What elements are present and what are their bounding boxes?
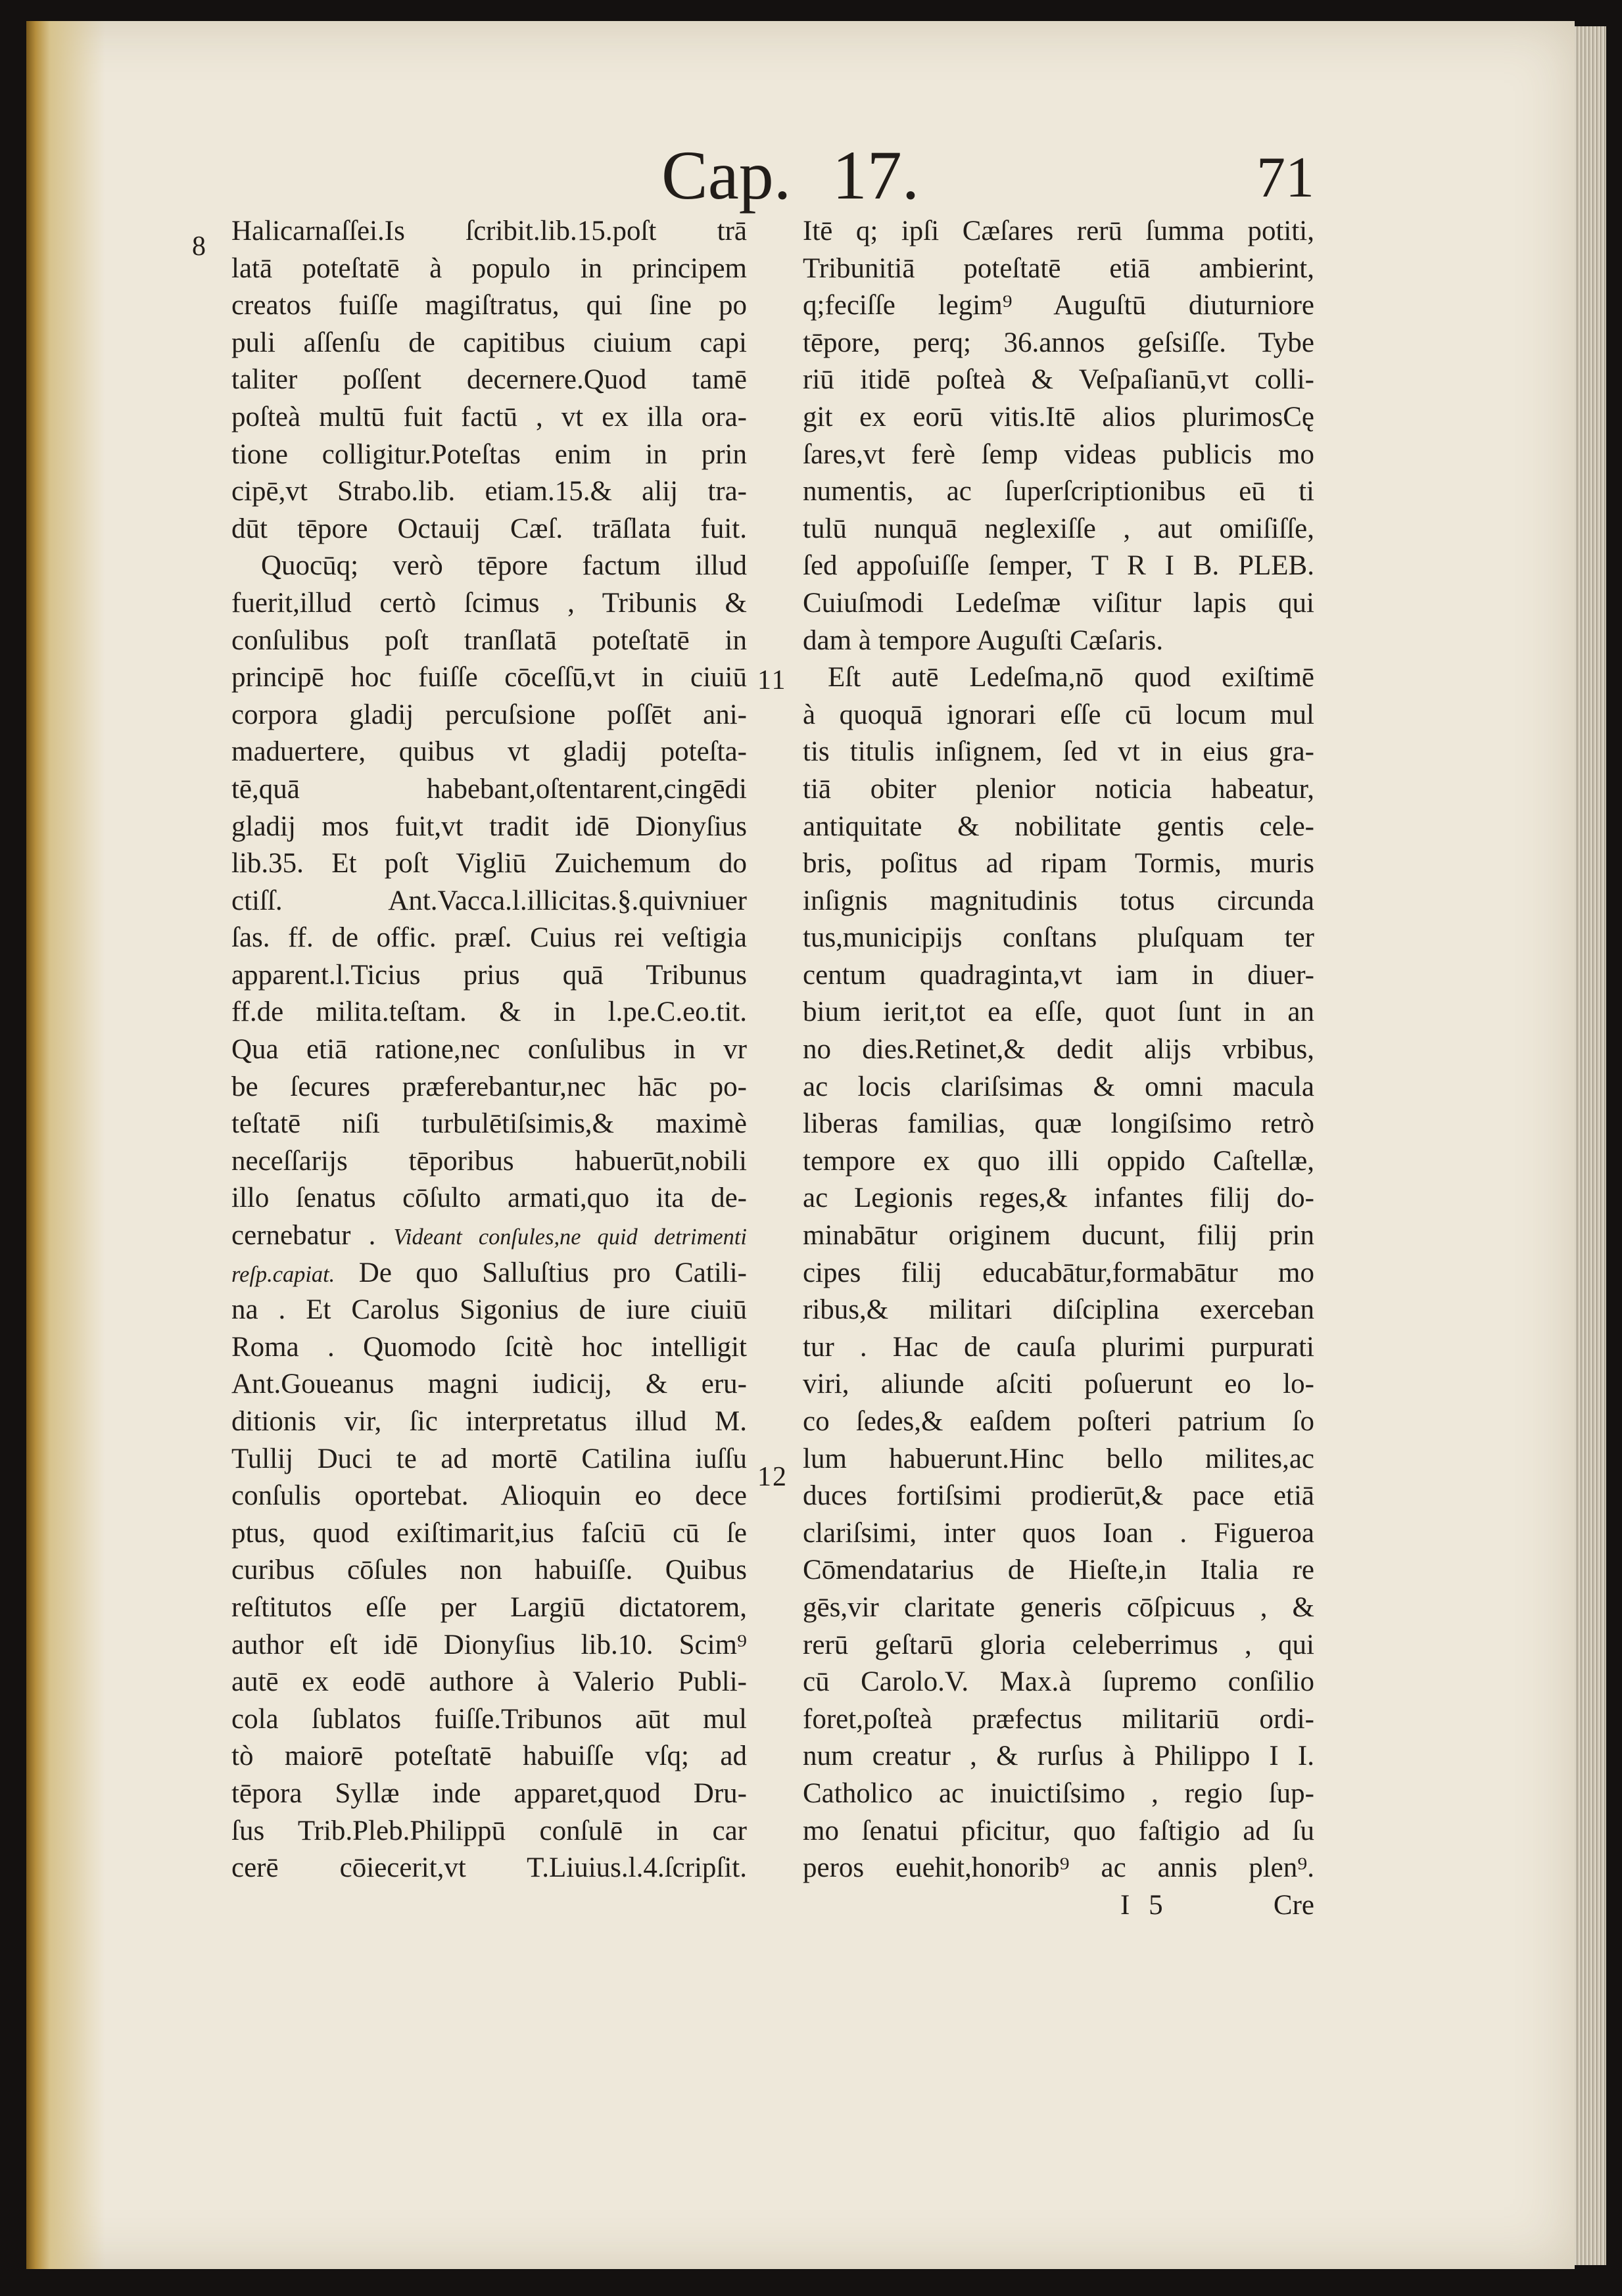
- text-line: illo ſenatus cōſulto armati,quo ita de-: [231, 1183, 747, 1214]
- text-line: ptus, quod exiſtimarit,ius faſciū cū ſe: [231, 1517, 747, 1549]
- page-footer: [803, 1887, 1314, 1925]
- text-line: Catholico ac inuictiſsimo , regio ſup-: [803, 1777, 1314, 1809]
- marginal-note-number: 12: [757, 1462, 788, 1492]
- text-line: author eſt idē Dionyſius lib.10. Scim⁹: [231, 1629, 747, 1660]
- text-line: lum habuerunt.Hinc bello milites,ac: [803, 1443, 1314, 1474]
- text-line: à quoquā ignorari eſſe cū locum mul: [803, 699, 1314, 730]
- text-line: git ex eorū vitis.Itē alios plurimosCę: [803, 401, 1314, 433]
- text-line: viri, aliunde aſciti poſuerunt eo lo-: [803, 1369, 1314, 1400]
- text-line: clariſsimi, inter quos Ioan . Figueroa: [803, 1517, 1314, 1549]
- text-line: cū Carolo.V. Max.à ſupremo conſilio: [803, 1666, 1314, 1698]
- text-line: ac locis clariſsimas & omni macula: [803, 1071, 1314, 1102]
- text-line: lib.35. Et poſt Vigliū Zuichemum do: [231, 848, 747, 879]
- page-fore-edge: [1575, 26, 1606, 2265]
- text-line: tus,municipijs conſtans pluſquam ter: [803, 922, 1314, 954]
- text-line: Roma . Quomodo ſcitè hoc intelligit: [231, 1331, 747, 1363]
- text-line: Cōmendatarius de Hieſte,in Italia re: [803, 1555, 1314, 1586]
- text-line: ſus Trib.Pleb.Philippū conſulē in car: [231, 1815, 747, 1846]
- text-line: gladij mos fuit,vt tradit idē Dionyſius: [231, 810, 747, 842]
- text-line: na . Et Carolus Sigonius de iure ciuiū: [231, 1294, 747, 1326]
- text-line: apparent.l.Ticius prius quā Tribunus: [231, 959, 747, 991]
- text-line: cipē,vt Strabo.lib. etiam.15.& alij tra-: [231, 476, 747, 507]
- text-line: Tribunitiā poteſtatē etiā ambierint,: [803, 252, 1314, 284]
- text-line: tis titulis inſignem, ſed vt in eius gra-: [803, 736, 1314, 768]
- text-line: [231, 1255, 747, 1292]
- text-line: inſignis magnitudinis totus circunda: [803, 885, 1314, 916]
- text-line: autē ex eodē authore à Valerio Publi-: [231, 1666, 747, 1698]
- text-line: tē,quā habebant,oſtentarent,cingēdi: [231, 773, 747, 805]
- text-line: tione colligitur.Poteſtas enim in prin: [231, 438, 747, 470]
- text-line: Quocūq; verò tēpore factum illud: [261, 550, 747, 582]
- text-line: dam à tempore Auguſti Cæſaris.: [803, 624, 1164, 656]
- text-line: cerē cōiecerit,vt T.Liuius.l.4.ſcripſit.: [231, 1852, 747, 1884]
- text-line: tēpora Syllæ inde apparet,quod Dru-: [231, 1777, 747, 1809]
- text-line: taliter poſſent decernere.Quod tamē: [231, 364, 747, 396]
- text-line: creatos fuiſſe magiſtratus, qui ſine po: [231, 290, 747, 321]
- text-line: bium ierit,tot ea eſſe, quot ſunt in an: [803, 996, 1314, 1028]
- text-line: co ſedes,& eaſdem poſteri patrium ſo: [803, 1406, 1314, 1437]
- text-line: ac Legionis reges,& infantes filij do-: [803, 1183, 1314, 1214]
- text-line: maduertere, quibus vt gladij poteſta-: [231, 736, 747, 768]
- text-line: Cuiuſmodi Ledeſmæ viſitur lapis qui: [803, 587, 1314, 619]
- right-text-column: [803, 213, 1314, 1887]
- text-line: tēpore, perq; 36.annos geſsiſſe. Tybe: [803, 327, 1314, 358]
- text-line: neceſſarijs tēporibus habuerūt,nobili: [231, 1145, 747, 1177]
- text-line: liberas familias, quæ longiſsimo retrò: [803, 1108, 1314, 1140]
- text-line: centum quadraginta,vt iam in diuer-: [803, 959, 1314, 991]
- text-line: foret,poſteà præfectus militariū ordi-: [803, 1703, 1314, 1735]
- text-line: numentis, ac ſuperſcriptionibus eū ti: [803, 476, 1314, 507]
- text-line: tulū nunquā neglexiſſe , aut omiſiſſe,: [803, 513, 1314, 544]
- text-line: ribus,& militari diſciplina exerceban: [803, 1294, 1314, 1326]
- left-text-column: [231, 213, 747, 1887]
- text-line-roman: cernebatur .: [231, 1220, 394, 1252]
- text-line: num creatur , & rurſus à Philippo I I.: [803, 1741, 1314, 1772]
- text-line: rerū geſtarū gloria celeberrimus , qui: [803, 1629, 1314, 1660]
- marginal-note-number: 8: [192, 231, 206, 262]
- text-line: cola ſublatos fuiſſe.Tribunos aūt mul: [231, 1703, 747, 1735]
- text-line: ff.de milita.teſtam. & in l.pe.C.eo.tit.: [231, 996, 747, 1028]
- text-line: conſulis oportebat. Alioquin eo dece: [231, 1480, 747, 1512]
- text-line: Halicarnaſſei.Is ſcribit.lib.15.poſt trā: [231, 216, 747, 246]
- text-line: Ant.Goueanus magni iudicij, & eru-: [231, 1369, 747, 1400]
- text-line: corpora gladij percuſsione poſſēt ani-: [231, 699, 747, 730]
- text-line: duces fortiſsimi prodierūt,& pace etiā: [803, 1480, 1314, 1512]
- text-line: dūt tēpore Octauij Cæſ. trāſlata fuit.: [231, 513, 747, 544]
- catchword: Cre: [1273, 1890, 1314, 1921]
- signature-mark: I 5: [1120, 1890, 1163, 1921]
- text-line: cipes filij educabātur,formabātur mo: [803, 1257, 1314, 1288]
- text-line: antiquitate & nobilitate gentis cele-: [803, 810, 1314, 842]
- text-line: no dies.Retinet,& dedit alijs vrbibus,: [803, 1034, 1314, 1066]
- italic-quotation: Videant conſules,ne quid detrimenti: [393, 1225, 747, 1250]
- text-line: mo ſenatui pficitur, quo faſtigio ad ſu: [803, 1815, 1314, 1846]
- text-line: fuerit,illud certò ſcimus , Tribunis &: [231, 587, 747, 619]
- text-line: q;feciſſe legim⁹ Auguſtū diuturniore: [803, 290, 1314, 321]
- text-line: Qua etiā ratione,nec conſulibus in vr: [231, 1034, 747, 1066]
- text-line: Tullij Duci te ad mortē Catilina iuſſu: [231, 1443, 747, 1474]
- text-line-roman: De quo Salluſtius pro Catili-: [335, 1257, 747, 1288]
- italic-quotation: reſp.capiat.: [231, 1261, 335, 1287]
- text-line: ſed appoſuiſſe ſemper, T R I B. PLEB.: [803, 550, 1314, 582]
- text-line: [231, 1217, 747, 1255]
- running-head-chapter: Cap. 17.: [661, 137, 920, 214]
- page-number: 71: [1256, 146, 1314, 210]
- text-line: peros euehit,honorib⁹ ac annis plen⁹.: [803, 1852, 1314, 1884]
- text-line: puli aſſenſu de capitibus ciuium capi: [231, 327, 747, 358]
- text-line: bris, poſitus ad ripam Tormis, muris: [803, 848, 1314, 879]
- text-line: tur . Hac de cauſa plurimi purpurati: [803, 1331, 1314, 1363]
- marginal-note-number: 11: [757, 665, 787, 695]
- text-line: reſtitutos eſſe per Largiū dictatorem,: [231, 1591, 747, 1623]
- text-line: tempore ex quo illi oppido Caſtellæ,: [803, 1145, 1314, 1177]
- text-line: poſteà multū fuit factū , vt ex illa ora-: [231, 401, 747, 433]
- text-line: tò maiorē poteſtatē habuiſſe vſq; ad: [231, 1741, 747, 1772]
- text-line: minabātur originem ducunt, filij prin: [803, 1220, 1314, 1252]
- text-line: ſas. ff. de offic. præſ. Cuius rei veſtigia: [231, 922, 747, 954]
- text-line: Itē q; ipſi Cæſares rerū ſumma potiti,: [803, 216, 1314, 246]
- text-line: ditionis vir, ſic interpretatus illud M.: [231, 1406, 747, 1437]
- text-line: conſulibus poſt tranſlatā poteſtatē in: [231, 624, 747, 656]
- text-line: tiā obiter plenior noticia habeatur,: [803, 773, 1314, 805]
- text-line: gēs,vir claritate generis cōſpicuus , &: [803, 1591, 1314, 1623]
- gutter-shadow: [26, 21, 105, 2269]
- text-line: teſtatē niſi turbulētiſsimis,& maximè: [231, 1108, 747, 1140]
- text-line: ſares,vt ferè ſemp videas publicis mo: [803, 438, 1314, 470]
- text-line: ctiſſ. Ant.Vacca.l.illicitas.§.quivniuer: [231, 885, 747, 916]
- text-line: riū itidē poſteà & Veſpaſianū,vt colli-: [803, 364, 1314, 396]
- text-line: Eſt autē Ledeſma,nō quod exiſtimē: [828, 662, 1314, 693]
- text-line: latā poteſtatē à populo in principem: [231, 252, 747, 284]
- text-line: be ſecures præferebantur,nec hāc po-: [231, 1071, 747, 1102]
- text-line: principē hoc fuiſſe cōceſſū,vt in ciuiū: [231, 662, 747, 693]
- text-line: curibus cōſules non habuiſſe. Quibus: [231, 1555, 747, 1586]
